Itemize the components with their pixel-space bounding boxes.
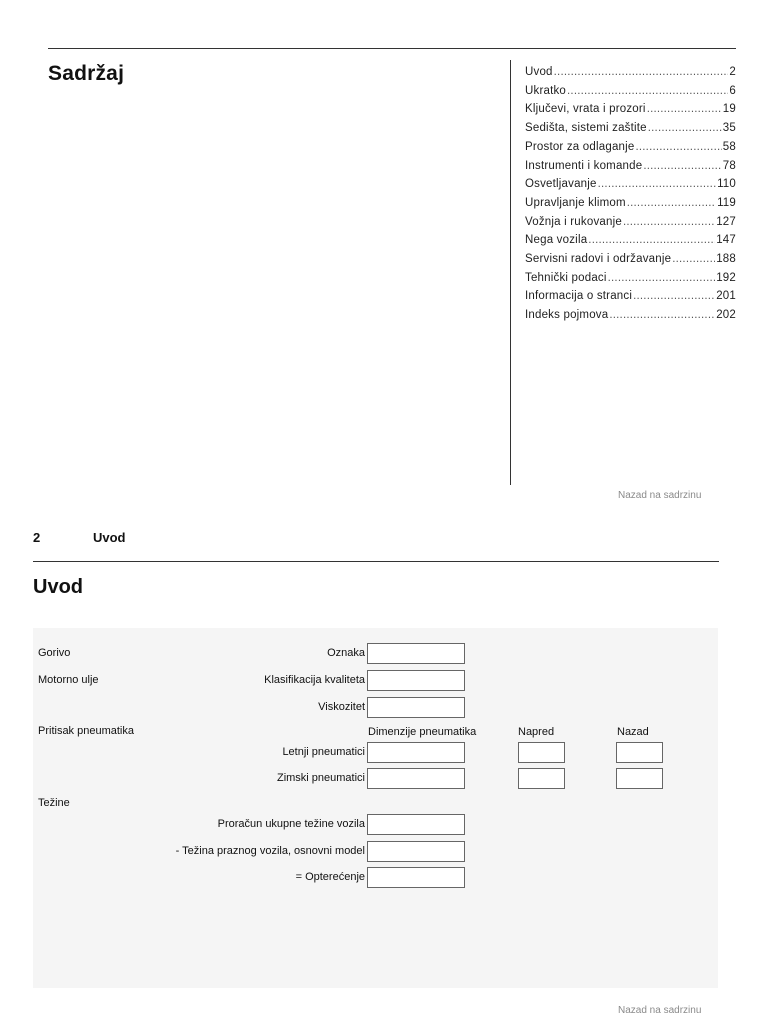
toc-entry-label: Informacija o stranci (525, 290, 633, 303)
toc-entry[interactable] (525, 306, 736, 325)
page-number: 2 (33, 530, 41, 545)
rear-header: Nazad (617, 726, 649, 738)
toc-entry-page: 78 (722, 159, 736, 172)
toc-dot-leader (609, 306, 715, 325)
table-of-contents (525, 63, 736, 325)
running-header-section: Uvod (93, 530, 126, 545)
toc-entry[interactable] (525, 250, 736, 269)
toc-entry-page: 192 (716, 271, 736, 284)
back-to-contents-link[interactable]: Nazad na sadrzinu (618, 490, 702, 501)
oil-quality-label: Klasifikacija kvaliteta (264, 674, 365, 686)
toc-entry-page: 35 (722, 122, 736, 135)
toc-entry-page: 202 (716, 309, 736, 322)
toc-entry[interactable] (525, 82, 736, 101)
summer-tyres-rear-input[interactable] (616, 742, 663, 763)
page1-title: Sadržaj (48, 62, 125, 85)
gross-weight-input[interactable] (367, 814, 465, 835)
fuel-designation-label: Oznaka (327, 647, 365, 659)
toc-dot-leader (635, 138, 721, 157)
toc-entry-label: Ključevi, vrata i prozori (525, 103, 646, 116)
toc-entry[interactable] (525, 231, 736, 250)
summer-tyres-label: Letnji pneumatici (282, 746, 365, 758)
toc-entry[interactable] (525, 157, 736, 176)
toc-entry[interactable] (525, 175, 736, 194)
toc-entry-label: Sedišta, sistemi zaštite (525, 122, 647, 135)
load-label: = Opterećenje (295, 871, 365, 883)
back-to-contents-link-2[interactable]: Nazad na sadrzinu (618, 1005, 702, 1016)
toc-entry[interactable] (525, 63, 736, 82)
empty-weight-input[interactable] (367, 841, 465, 862)
toc-entry-label: Servisni radovi i održavanje (525, 253, 672, 266)
winter-tyres-rear-input[interactable] (616, 768, 663, 789)
toc-entry-label: Osvetljavanje (525, 178, 597, 191)
toc-dot-leader (627, 194, 716, 213)
toc-entry-label: Uvod (525, 66, 553, 78)
toc-entry-label: Ukratko (525, 84, 567, 97)
toc-entry-page: 110 (717, 178, 736, 191)
empty-weight-label: - Težina praznog vozila, osnovni model (175, 845, 365, 857)
oil-quality-input[interactable] (367, 670, 465, 691)
toc-entry[interactable] (525, 194, 736, 213)
winter-tyres-label: Zimski pneumatici (276, 772, 365, 784)
gross-weight-label: Proračun ukupne težine vozila (217, 818, 365, 830)
oil-viscosity-input[interactable] (367, 697, 465, 718)
toc-entry-page: 119 (717, 196, 736, 209)
winter-tyres-dimensions-input[interactable] (367, 768, 465, 789)
toc-dot-leader (554, 63, 729, 82)
toc-dot-leader (643, 157, 721, 176)
toc-dot-leader (648, 119, 722, 138)
toc-entry-label: Vožnja i rukovanje (525, 215, 622, 228)
tyre-dimensions-header: Dimenzije pneumatika (368, 726, 477, 738)
load-input[interactable] (367, 867, 465, 888)
toc-entry-page: 2 (729, 66, 736, 78)
summer-tyres-dimensions-input[interactable] (367, 742, 465, 763)
toc-entry[interactable] (525, 119, 736, 138)
toc-entry-page: 147 (716, 234, 736, 247)
front-header: Napred (518, 726, 555, 738)
toc-entry-page: 188 (716, 253, 736, 266)
toc-entry[interactable] (525, 213, 736, 232)
summer-tyres-front-input[interactable] (518, 742, 565, 763)
toc-dot-leader (623, 213, 715, 232)
engine-oil-section-label: Motorno ulje (38, 674, 99, 686)
toc-dot-leader (598, 175, 716, 194)
toc-entry[interactable] (525, 100, 736, 119)
toc-dot-leader (608, 269, 716, 288)
toc-entry-page: 19 (722, 103, 736, 116)
page1-top-rule (48, 48, 736, 49)
toc-dot-leader (647, 100, 722, 119)
page2-title: Uvod (33, 576, 83, 598)
toc-entry[interactable] (525, 138, 736, 157)
toc-entry[interactable] (525, 287, 736, 306)
toc-entry-page: 58 (722, 140, 736, 153)
toc-dot-leader (588, 231, 715, 250)
toc-entry[interactable] (525, 269, 736, 288)
toc-dot-leader (672, 250, 715, 269)
toc-entry-label: Upravljanje klimom (525, 196, 626, 209)
fuel-section-label: Gorivo (38, 647, 71, 659)
toc-dot-leader (567, 82, 728, 101)
toc-entry-page: 201 (716, 290, 736, 303)
toc-entry-page: 127 (716, 215, 736, 228)
toc-entry-page: 6 (729, 84, 736, 97)
toc-entry-label: Indeks pojmova (525, 309, 609, 322)
toc-entry-label: Nega vozila (525, 234, 588, 247)
page2-header-rule (33, 561, 719, 562)
tyre-pressure-section-label: Pritisak pneumatika (38, 725, 134, 737)
toc-entry-label: Prostor za odlaganje (525, 140, 635, 153)
oil-viscosity-label: Viskozitet (318, 701, 365, 713)
toc-dot-leader (633, 287, 715, 306)
weights-section-label: Težine (38, 797, 70, 809)
toc-divider (510, 60, 511, 485)
winter-tyres-front-input[interactable] (518, 768, 565, 789)
toc-entry-label: Tehnički podaci (525, 271, 607, 284)
toc-entry-label: Instrumenti i komande (525, 159, 643, 172)
fuel-designation-input[interactable] (367, 643, 465, 664)
